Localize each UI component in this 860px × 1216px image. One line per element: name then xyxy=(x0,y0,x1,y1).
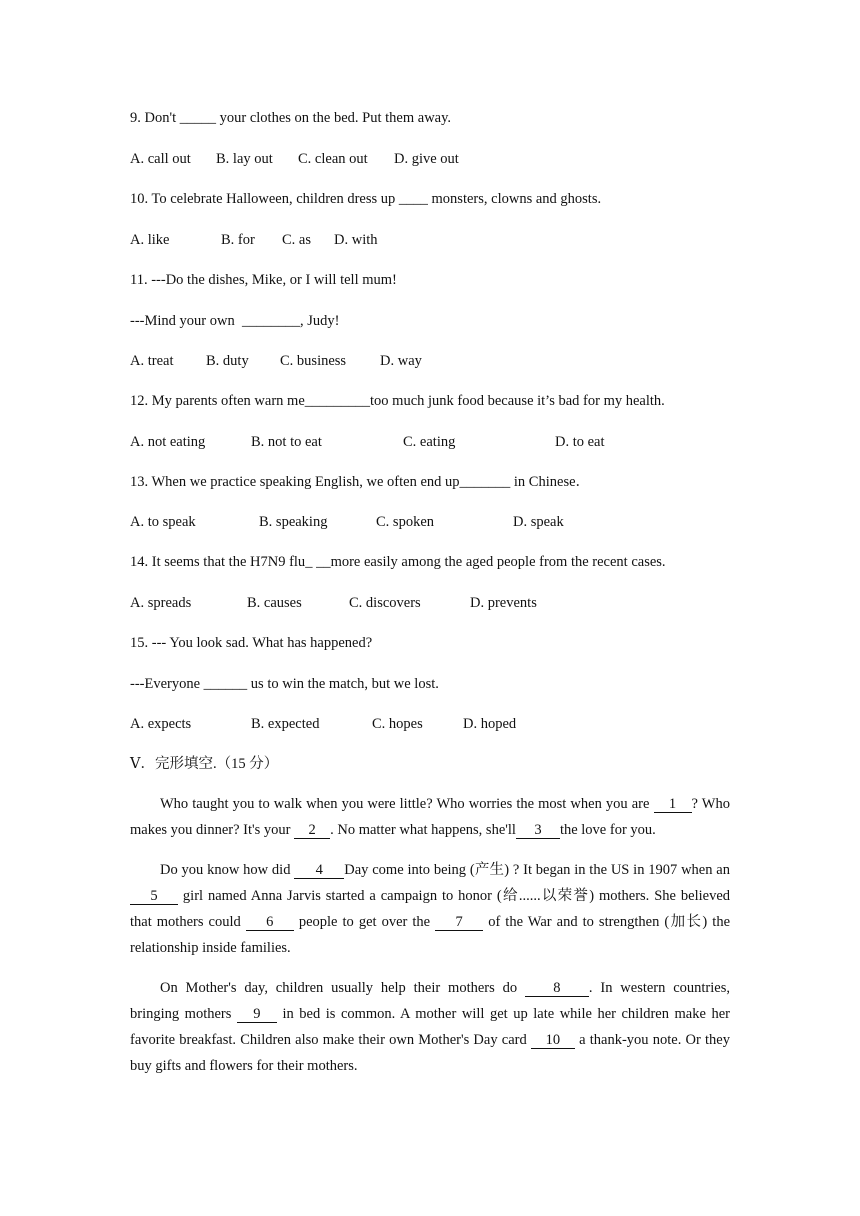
question-text: more easily among the aged people from the recent cases. xyxy=(330,554,666,570)
option-a: A. to speak xyxy=(130,514,196,530)
paragraph-text: a thank-you note. Or they buy gifts and flowers for their mothers. xyxy=(130,1032,730,1074)
cloze-blank-1: 1 xyxy=(654,796,692,813)
option-c: C. spoken xyxy=(376,514,434,530)
cloze-blank-10: 10 xyxy=(531,1032,575,1049)
paragraph-text: On Mother's day, children usually help their mothers do xyxy=(160,980,525,996)
question-text: To celebrate Halloween, children dress up xyxy=(151,191,399,207)
option-c: C. discovers xyxy=(349,595,421,611)
answer-blank: ________ xyxy=(241,313,300,329)
cloze-blank-8: 8 xyxy=(525,980,589,997)
paragraph-text: people to get over the xyxy=(293,914,436,930)
paragraph-text: . In western countries, bringing mothers xyxy=(130,980,730,1022)
question-text: ---Everyone xyxy=(130,676,204,692)
cloze-paragraph-1 xyxy=(130,791,730,843)
option-b: B. not to eat xyxy=(251,434,322,450)
paragraph-text: Day come into being (产生) ? It began in the US in 1907 when an xyxy=(344,862,730,878)
question-number: 9. xyxy=(130,110,141,126)
paragraph-text: . No matter what happens, she'll xyxy=(330,822,516,838)
question-text: ---Mind your own xyxy=(130,313,242,329)
cloze-blank-9: 9 xyxy=(237,1006,277,1023)
question-15 xyxy=(130,634,372,652)
paragraph-text: girl named Anna Jarvis started a campaign to honor (给......以荣誉) mothers. She believed that mothers could xyxy=(130,888,730,930)
question-13 xyxy=(130,473,590,491)
option-d: D. way xyxy=(380,353,422,369)
answer-blank: _______ xyxy=(459,474,511,490)
cloze-blank-4: 4 xyxy=(294,862,344,879)
cloze-blank-5: 5 xyxy=(130,888,178,905)
answer-blank: _________ xyxy=(304,393,371,409)
question-number: 11. xyxy=(130,272,148,288)
paragraph-text: ? Who makes you dinner? It's your xyxy=(130,796,730,838)
question-15-reply xyxy=(130,675,439,693)
option-b: B. lay out xyxy=(216,151,273,167)
option-b: B. duty xyxy=(206,353,249,369)
cloze-blank-6: 6 xyxy=(246,914,294,931)
option-b: B. causes xyxy=(247,595,302,611)
question-number: 15. xyxy=(130,635,149,651)
question-text: --- You look sad. What has happened? xyxy=(151,635,373,651)
option-a: A. expects xyxy=(130,716,192,732)
paragraph-text: Do you know how did xyxy=(160,862,295,878)
option-a: A. like xyxy=(130,232,170,248)
question-number: 14. xyxy=(130,554,149,570)
question-text: Don't xyxy=(144,110,180,126)
question-text: , Judy! xyxy=(299,313,340,329)
option-d: D. hoped xyxy=(463,716,517,732)
question-text: too much junk food because it’s bad for my health. xyxy=(370,393,665,409)
question-11 xyxy=(130,271,397,289)
option-a: A. call out xyxy=(130,151,191,167)
question-text: your clothes on the bed. Put them away. xyxy=(216,110,452,126)
question-text: in Chinese． xyxy=(510,474,591,490)
option-c: C. hopes xyxy=(372,716,423,732)
paragraph-text: the love for you. xyxy=(559,822,656,838)
question-text: ---Do the dishes, Mike, or I will tell mum! xyxy=(151,272,397,288)
paragraph-text: Who taught you to walk when you were little? Who worries the most when you are xyxy=(160,796,654,812)
cloze-paragraph-3 xyxy=(130,975,730,1079)
question-9 xyxy=(130,109,451,127)
paragraph-text: of the War and to strengthen (加长) the relationship inside families. xyxy=(130,914,731,956)
option-a: A. not eating xyxy=(130,434,206,450)
question-number: 12. xyxy=(130,393,149,409)
option-c: C. clean out xyxy=(298,151,368,167)
option-d: D. speak xyxy=(513,514,564,530)
option-c: C. business xyxy=(280,353,347,369)
option-a: A. treat xyxy=(130,353,174,369)
cloze-blank-3: 3 xyxy=(516,822,560,839)
option-c: C. eating xyxy=(403,434,456,450)
question-number: 13. xyxy=(130,474,149,490)
option-d: D. give out xyxy=(394,151,459,167)
question-text: monsters, clowns and ghosts. xyxy=(427,191,602,207)
question-text: When we practice speaking English, we often end up xyxy=(151,474,460,490)
option-d: D. to eat xyxy=(555,434,605,450)
question-12 xyxy=(130,392,665,410)
cloze-blank-2: 2 xyxy=(294,822,330,839)
answer-blank: ____ xyxy=(398,191,428,207)
answer-blank: _ __ xyxy=(305,554,331,570)
option-d: D. prevents xyxy=(470,595,537,611)
answer-blank: _____ xyxy=(179,110,216,126)
paragraph-text: in bed is common. A mother will get up late while her children make her favorite breakfast. Children also make their own Mother's Day card xyxy=(130,1006,730,1048)
question-14 xyxy=(130,553,666,571)
question-10 xyxy=(130,190,601,208)
question-number: 10. xyxy=(130,191,149,207)
option-b: B. for xyxy=(221,232,255,248)
option-b: B. expected xyxy=(251,716,320,732)
question-text: My parents often warn me xyxy=(151,393,305,409)
option-d: D. with xyxy=(334,232,378,248)
question-text: us to win the match, but we lost. xyxy=(247,676,439,692)
option-b: B. speaking xyxy=(259,514,328,530)
cloze-paragraph-2 xyxy=(130,857,730,961)
section-heading: Ⅴ．完形填空.（15 分） xyxy=(130,756,279,772)
question-text: It seems that the H7N9 flu xyxy=(151,554,306,570)
option-a: A. spreads xyxy=(130,595,192,611)
question-11-reply xyxy=(130,312,339,330)
answer-blank: ______ xyxy=(203,676,248,692)
option-c: C. as xyxy=(282,232,311,248)
cloze-blank-7: 7 xyxy=(435,914,483,931)
